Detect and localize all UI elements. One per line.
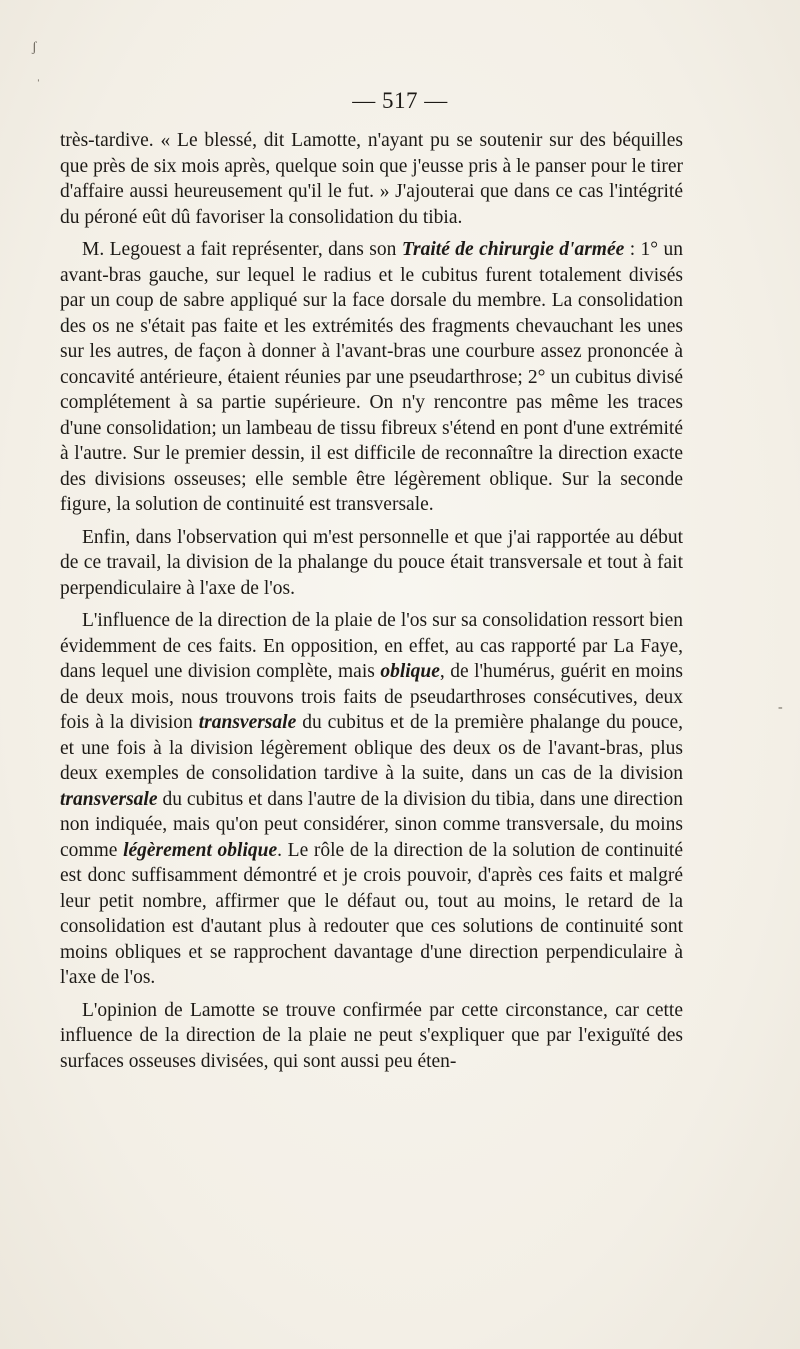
text-run: L'opinion de Lamotte se trouve confirmée par cette circonstance, car cette influence de la direction de la plaie ne peut s'expliquer que par l'exiguïté des surfaces osseuses divisées, qui sont aussi peu éten- xyxy=(60,999,683,1072)
paragraph xyxy=(60,237,683,518)
emphasis-text: oblique xyxy=(380,661,440,682)
paragraph xyxy=(60,998,683,1075)
emphasis-text: transversale xyxy=(198,712,297,733)
text-run: Enfin, dans l'observation qui m'est personnelle et que j'ai rapportée au début de ce travail, la division de la phalange du pouce était transversale et tout à fait perpendiculaire à l'axe de l'os. xyxy=(60,526,683,599)
body-text xyxy=(60,128,683,1081)
paragraph xyxy=(60,128,683,230)
text-run: L'influence de la direction de la plaie de l'os sur sa consolidation ressort bien évidemment de ces faits. En opposition, en effet, au cas rapporté par La Faye, dans lequel une division complète, mais xyxy=(60,610,683,682)
text-run: du cubitus et dans l'autre de la division du tibia, dans une direction non indiquée, mais qu'on peut considérer, sinon comme transversale, du moins comme xyxy=(60,788,683,861)
page-number: — 517 — xyxy=(352,88,448,113)
emphasis-text: transversale xyxy=(60,788,158,810)
paragraph xyxy=(60,608,683,991)
margin-mark: ˈ xyxy=(36,78,41,93)
margin-mark: ʃ xyxy=(32,40,37,55)
text-run: M. Legouest a fait représenter, dans son xyxy=(82,239,402,260)
margin-mark: - xyxy=(778,700,783,715)
emphasis-text: Traité de chirurgie d'armée xyxy=(401,239,625,260)
text-run: : 1° un avant-bras gauche, sur lequel le radius et le cubitus furent totalement divisés par un coup de sabre appliqué sur la face dorsale du membre. La consolidation des os ne s'était pas faite et les extrémités des fragments chevauchant les unes sur les autres, de façon à donner à l'avant-bras une courbure assez prononcée à concavité antérieure, étaient réunies par une pseudarthrose; 2° un cubitus divisé complétement à sa partie supérieure. On n'y rencontre pas même les traces d'une consolidation; un lambeau de tissu fibreux s'étend en pont d'une extrémité à l'autre. Sur le premier dessin, il est difficile de reconnaître la direction exacte des divisions osseuses; elle semble être légèrement oblique. Sur la seconde figure, la solution de continuité est transversale. xyxy=(60,239,684,515)
text-run: du cubitus et de la première phalange du pouce, et une fois à la division légèrement oblique des deux os de l'avant-bras, plus deux exemples de consolidation tardive à la suite, dans un cas de la division xyxy=(60,712,683,784)
text-run: . Le rôle de la direction de la solution de continuité est donc suffisamment démontré et je crois pouvoir, d'après ces faits et malgré leur petit nombre, affirmer que le défaut ou, tout au moins, le retard de la consolidation est d'autant plus à redouter que ces solutions de continuité sont moins obliques et se rapprochent davantage d'une direction perpendiculaire à l'axe de l'os. xyxy=(60,839,683,988)
paragraph xyxy=(60,525,683,602)
text-run: très-tardive. « Le blessé, dit Lamotte, n'ayant pu se soutenir sur des béquilles que près de six mois après, quelque soin que j'eusse pris à le panser pour le tirer d'affaire aussi heureusement qu'il le fut. » J'ajouterai que dans ce cas l'intégrité du péroné eût dû favoriser la consolidation du tibia. xyxy=(60,130,683,228)
text-run: , de l'humérus, guérit en moins de deux mois, nous trouvons trois faits de pseudarthroses consécutives, deux fois à la division xyxy=(60,661,683,733)
emphasis-text: légèrement oblique xyxy=(123,839,278,861)
